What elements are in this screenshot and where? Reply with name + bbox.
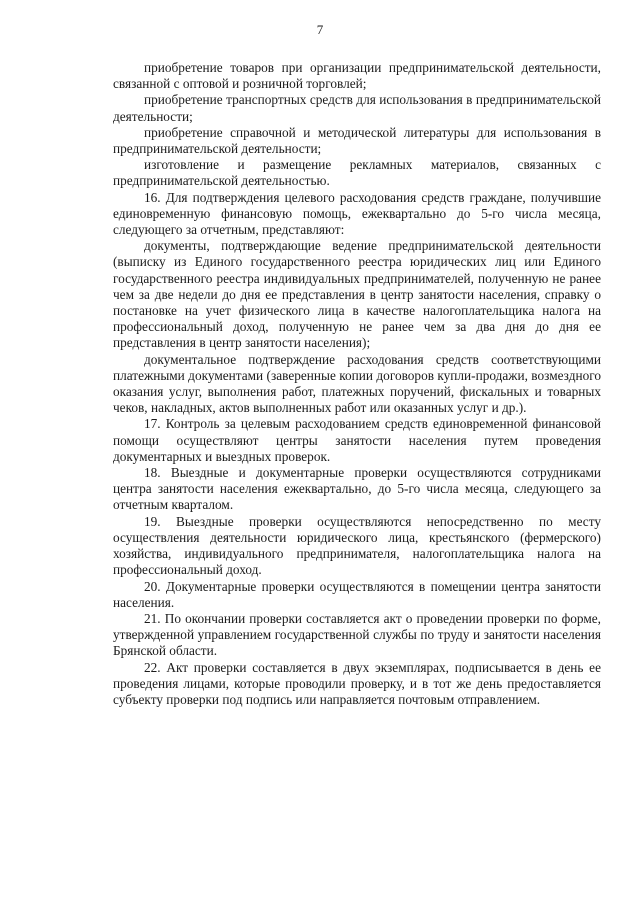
paragraph-clause-20: 20. Документарные проверки осуществляются в помещении центра занятости населения. <box>113 578 601 610</box>
paragraph-purchase-goods: приобретение товаров при организации предпринимательской деятельности, связанной с оптовой и розничной торговлей; <box>113 60 601 92</box>
paragraph-advertising: изготовление и размещение рекламных материалов, связанных с предпринимательской деятельностью. <box>113 157 601 189</box>
paragraph-clause-22: 22. Акт проверки составляется в двух экземплярах, подписывается в день ее проведения лицами, которые проводили проверку, и в тот же день предоставляется субъекту проверки под подпись или направляется почтовым отправлением. <box>113 659 601 707</box>
paragraph-clause-18: 18. Выездные и документарные проверки осуществляются сотрудниками центра занятости населения ежеквартально, до 5-го числа месяца, следующего за отчетным кварталом. <box>113 465 601 513</box>
paragraph-business-documents: документы, подтверждающие ведение предпринимательской деятельности (выписку из Единого государственного реестра юридических лиц или Единого государственного реестра индивидуальных предпринимателей, полученную не ранее чем за две недели до дня ее представления в центр занятости населения, справку о постановке на учет физического лица в качестве налогоплательщика налога на профессиональный доход, полученную не ранее чем за два дня до дня ее представления в центр занятости населения); <box>113 238 601 351</box>
paragraph-clause-17: 17. Контроль за целевым расходованием средств единовременной финансовой помощи осуществляют центры занятости населения путем проведения документарных и выездных проверок. <box>113 416 601 464</box>
paragraph-expense-confirmation: документальное подтверждение расходования средств соответствующими платежными документами (заверенные копии договоров купли-продажи, возмездного оказания услуг, выполнения работ, платежных поручений, фискальных и товарных чеков, накладных, актов выполненных работ или оказанных услуг и др.). <box>113 351 601 416</box>
paragraph-clause-21: 21. По окончании проверки составляется акт о проведении проверки по форме, утвержденной управлением государственной службы по труду и занятости населения Брянской области. <box>113 610 601 659</box>
paragraph-purchase-literature: приобретение справочной и методической литературы для использования в предпринимательской деятельности; <box>113 124 601 157</box>
page-number: 7 <box>316 22 324 37</box>
paragraph-clause-19: 19. Выездные проверки осуществляются непосредственно по месту осуществления деятельности юридического лица, крестьянского (фермерского) хозяйства, индивидуального предпринимателя, налогоплательщика налога на профессиональный доход. <box>113 513 601 578</box>
document-body <box>113 60 601 708</box>
paragraph-purchase-vehicles: приобретение транспортных средств для использования в предпринимательской деятельности; <box>113 92 601 124</box>
paragraph-clause-16: 16. Для подтверждения целевого расходования средств граждане, получившие единовременную финансовую помощь, ежеквартально до 5-го числа месяца, следующего за отчетным, представляют: <box>113 189 601 238</box>
